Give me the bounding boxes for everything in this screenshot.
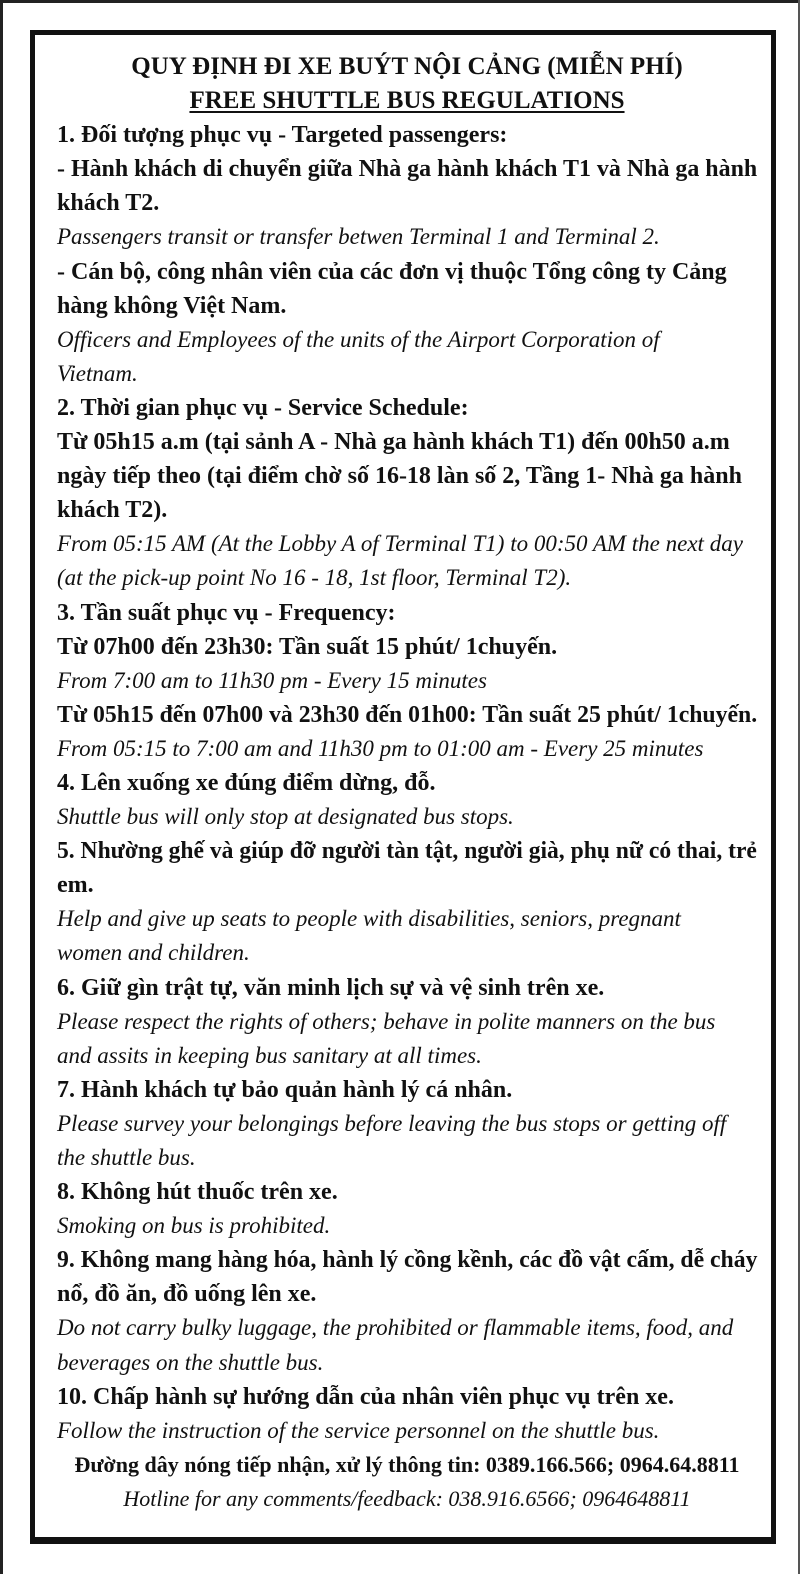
regulation-line-vi: ngày tiếp theo (tại điểm chờ số 16-18 làn số 2, Tầng 1- Nhà ga hành — [57, 463, 742, 490]
regulation-line-vi: nổ, đồ ăn, đồ uống lên xe. — [57, 1281, 317, 1308]
regulation-line-en: the shuttle bus. — [57, 1145, 196, 1170]
regulation-line-vi: 3. Tần suất phục vụ - Frequency: — [57, 599, 396, 626]
regulation-line-vi: khách T2. — [57, 190, 160, 217]
regulation-line-vi: 9. Không mang hàng hóa, hành lý cồng kềnh, các đồ vật cấm, dễ cháy — [57, 1247, 758, 1274]
regulation-line-en: beverages on the shuttle bus. — [57, 1349, 324, 1375]
regulation-line-vi: 7. Hành khách tự bảo quản hành lý cá nhân. — [57, 1076, 513, 1103]
regulation-line-en: From 05:15 AM (At the Lobby A of Terminal T1) to 00:50 AM the next day — [57, 531, 743, 557]
regulation-line-en: Passengers transit or transfer betwen Terminal 1 and Terminal 2. — [57, 224, 660, 250]
title-english — [57, 84, 757, 118]
regulation-line-vi: Từ 07h00 đến 23h30: Tần suất 15 phút/ 1chuyến. — [57, 633, 558, 660]
regulation-line-en: Please respect the rights of others; behave in polite manners on the bus — [57, 1008, 716, 1034]
regulation-line-vi: 8. Không hút thuốc trên xe. — [57, 1179, 338, 1206]
regulation-line-vi: hàng không Việt Nam. — [57, 292, 287, 319]
hotline-english: Hotline for any comments/feedback: 038.916.6566; 0964648811 — [123, 1485, 691, 1511]
regulation-line-vi: Từ 05h15 đến 07h00 và 23h30 đến 01h00: Tần suất 25 phút/ 1chuyến. — [57, 701, 758, 728]
title-english-text: FREE SHUTTLE BUS REGULATIONS — [189, 87, 625, 115]
scan-edge-top — [0, 0, 800, 3]
regulation-line-vi: khách T2). — [57, 497, 168, 524]
regulation-line-en: Shuttle bus will only stop at designated bus stops. — [57, 804, 514, 830]
regulation-line-vi: em. — [57, 872, 94, 899]
regulation-line-en: women and children. — [57, 940, 250, 966]
regulation-line-vi: - Hành khách di chuyển giữa Nhà ga hành khách T1 và Nhà ga hành — [57, 156, 758, 183]
regulation-lines — [57, 118, 757, 1448]
regulation-line-en: Follow the instruction of the service personnel on the shuttle bus. — [57, 1417, 660, 1443]
regulation-line-en: Smoking on bus is prohibited. — [57, 1213, 331, 1239]
regulation-line-en: (at the pick-up point No 16 - 18, 1st floor, Terminal T2). — [57, 565, 572, 591]
regulation-line-vi: 4. Lên xuống xe đúng điểm dừng, đỗ. — [57, 769, 436, 796]
regulation-line-vi: Từ 05h15 a.m (tại sảnh A - Nhà ga hành khách T1) đến 00h50 a.m — [57, 429, 730, 456]
regulation-line-en: Help and give up seats to people with disabilities, seniors, pregnant — [57, 906, 681, 932]
notice-content — [57, 50, 757, 1516]
regulation-line-vi: 1. Đối tượng phục vụ - Targeted passengers: — [57, 122, 508, 149]
regulation-line-vi: 6. Giữ gìn trật tự, văn minh lịch sự và vệ sinh trên xe. — [57, 974, 605, 1001]
regulation-line-vi: - Cán bộ, công nhân viên của các đơn vị thuộc Tổng công ty Cảng — [57, 258, 727, 285]
regulation-line-en: Officers and Employees of the units of the Airport Corporation of — [57, 326, 660, 352]
regulation-line-vi: 5. Nhường ghế và giúp đỡ người tàn tật, người già, phụ nữ có thai, trẻ — [57, 838, 757, 865]
regulation-line-en: Do not carry bulky luggage, the prohibited or flammable items, food, and — [57, 1315, 734, 1341]
regulation-line-vi: 2. Thời gian phục vụ - Service Schedule: — [57, 394, 469, 421]
scan-edge-left — [0, 0, 3, 1574]
hotline-vietnamese: Đường dây nóng tiếp nhận, xử lý thông tin: 0389.166.566; 0964.64.8811 — [74, 1451, 740, 1477]
regulation-line-en: Vietnam. — [57, 360, 138, 386]
title-vietnamese: QUY ĐỊNH ĐI XE BUÝT NỘI CẢNG (MIỄN PHÍ) — [131, 53, 683, 80]
regulation-line-en: and assits in keeping bus sanitary at all times. — [57, 1042, 482, 1068]
regulation-line-en: Please survey your belongings before leaving the bus stops or getting off — [57, 1110, 727, 1136]
regulation-line-en: From 7:00 am to 11h30 pm - Every 15 minutes — [57, 667, 487, 693]
regulation-line-en: From 05:15 to 7:00 am and 11h30 pm to 01:00 am - Every 25 minutes — [57, 735, 704, 761]
regulation-line-vi: 10. Chấp hành sự hướng dẫn của nhân viên phục vụ trên xe. — [57, 1383, 674, 1410]
